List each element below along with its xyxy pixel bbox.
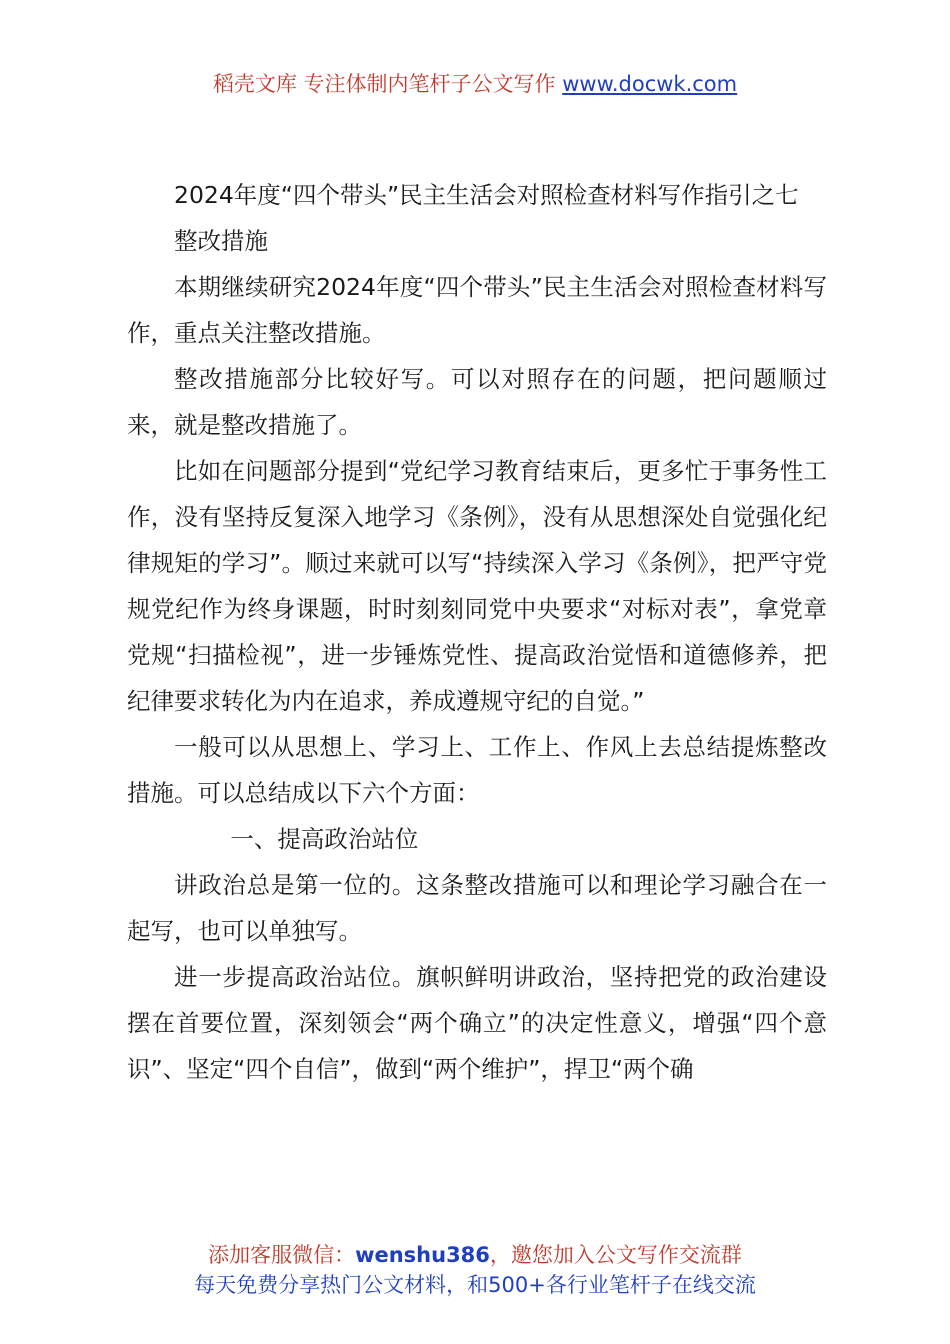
- section-heading: 整改措施: [174, 227, 268, 255]
- header-url-link[interactable]: www.docwk.com: [562, 72, 738, 96]
- paragraph: 本期继续研究2024年度“四个带头”民主生活会对照检查材料写作，重点关注整改措施。: [127, 273, 827, 347]
- footer-promo-line: 每天免费分享热门公文材料，和500+各行业笔杆子在线交流: [194, 1273, 756, 1297]
- footer-contact-line: [0, 1240, 950, 1270]
- wechat-id: wenshu386: [355, 1243, 490, 1267]
- paragraph: 比如在问题部分提到“党纪学习教育结束后，更多忙于事务性工作，没有坚持反复深入地学习《条例》，没有从思想深处自觉强化纪律规矩的学习”。顺过来就可以写“持续深入学习《条例》，把严守党规党纪作为终身课题，时时刻刻同党中央要求“对标对表”，拿党章党规“扫描检视”，进一步锤炼党性、提高政治觉悟和道德修养，把纪律要求转化为内在追求，养成遵规守纪的自觉。”: [127, 457, 827, 715]
- subsection-heading: 一、提高政治站位: [230, 825, 419, 853]
- paragraph: 进一步提高政治站位。旗帜鲜明讲政治，坚持把党的政治建设摆在首要位置，深刻领会“两个确立”的决定性意义，增强“四个意识”、坚定“四个自信”，做到“两个维护”，捍卫“两个确: [127, 963, 827, 1083]
- watermark-footer: [0, 1240, 950, 1300]
- paragraph: 一般可以从思想上、学习上、工作上、作风上去总结提炼整改措施。可以总结成以下六个方面：: [127, 733, 827, 807]
- footer-contact-suffix: ，邀您加入公文写作交流群: [489, 1243, 742, 1267]
- paragraph: 讲政治总是第一位的。这条整改措施可以和理论学习融合在一起写，也可以单独写。: [127, 871, 827, 945]
- document-title: 2024年度“四个带头”民主生活会对照检查材料写作指引之七: [174, 181, 799, 209]
- paragraph: 整改措施部分比较好写。可以对照存在的问题，把问题顺过来，就是整改措施了。: [127, 365, 827, 439]
- document-body: [127, 172, 827, 1092]
- footer-contact-prefix: 添加客服微信：: [208, 1243, 356, 1267]
- watermark-header: [0, 70, 950, 98]
- header-site-text: 稻壳文库 专注体制内笔杆子公文写作: [212, 72, 556, 96]
